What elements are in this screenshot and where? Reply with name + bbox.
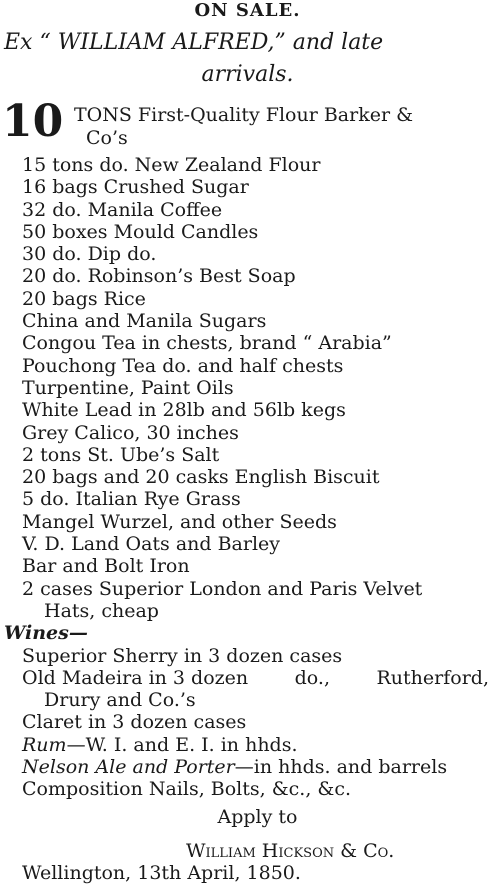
first-item-line1: TONS First-Quality Flour Barker & — [74, 104, 414, 126]
nelson-text: —in hhds. and barrels — [234, 756, 448, 779]
nails-line: Composition Nails, Bolts, &c., &c. — [22, 778, 351, 801]
rum-label: Rum — [22, 733, 67, 756]
ad-subheading-line1: Ex “ WILLIAM ALFRED,” and late — [4, 30, 384, 55]
rum-line — [0, 734, 495, 756]
wine-claret: Claret in 3 dozen cases — [22, 711, 247, 734]
list-item: 2 tons St. Ube’s Salt — [22, 443, 220, 466]
list-item: 15 tons do. New Zealand Flour — [22, 154, 321, 176]
wine-sherry: Superior Sherry in 3 dozen cases — [22, 644, 343, 667]
wine-madeira-part3: Rutherford, — [376, 666, 489, 689]
list-item: Bar and Bolt Iron — [22, 555, 190, 578]
list-item: Pouchong Tea do. and half chests — [22, 354, 344, 377]
list-item: 50 boxes Mould Candles — [22, 220, 259, 243]
item-list — [0, 154, 495, 801]
list-item-hats-line1: 2 cases Superior London and Paris Velvet — [22, 577, 423, 600]
wine-madeira-line2: Drury and Co.’s — [44, 689, 196, 712]
ad-heading: ON SALE. — [194, 0, 301, 21]
list-item: Grey Calico, 30 inches — [22, 421, 239, 444]
list-item: China and Manila Sugars — [22, 310, 267, 333]
apply-to: Apply to — [217, 806, 298, 828]
list-item: V. D. Land Oats and Barley — [22, 533, 281, 556]
list-item: Congou Tea in chests, brand “ Arabia” — [22, 332, 392, 355]
list-item: Turpentine, Paint Oils — [22, 376, 234, 399]
list-item-hats-line2: Hats, cheap — [44, 599, 159, 622]
date-line: Wellington, 13th April, 1850. — [22, 862, 301, 884]
list-item: 20 do. Robinson’s Best Soap — [22, 265, 296, 288]
nelson-line — [0, 756, 495, 778]
list-item: 16 bags Crushed Sugar — [22, 176, 249, 199]
first-item-line2: Co’s — [86, 127, 128, 149]
wine-madeira — [0, 667, 495, 689]
nelson-label: Nelson Ale and Porter — [22, 756, 235, 779]
first-item-number: 10 — [2, 96, 64, 147]
wine-madeira-part2: do., — [294, 666, 330, 689]
rum-text: —W. I. and E. I. in hhds. — [66, 733, 298, 756]
list-item: White Lead in 28lb and 56lb kegs — [22, 399, 346, 422]
signature: William Hickson & Co. — [186, 840, 395, 862]
list-item: 5 do. Italian Rye Grass — [22, 488, 241, 511]
list-item: 30 do. Dip do. — [22, 243, 157, 266]
first-item-text — [74, 104, 492, 150]
ad-subheading-line2: arrivals. — [201, 62, 294, 87]
list-item: 20 bags and 20 casks English Biscuit — [22, 466, 380, 489]
list-item: 20 bags Rice — [22, 287, 146, 310]
list-item: Mangel Wurzel, and other Seeds — [22, 510, 337, 533]
wine-madeira-part1: Old Madeira in 3 dozen — [22, 666, 249, 689]
wines-heading: Wines— — [4, 622, 88, 645]
list-item: 32 do. Manila Coffee — [22, 198, 223, 221]
